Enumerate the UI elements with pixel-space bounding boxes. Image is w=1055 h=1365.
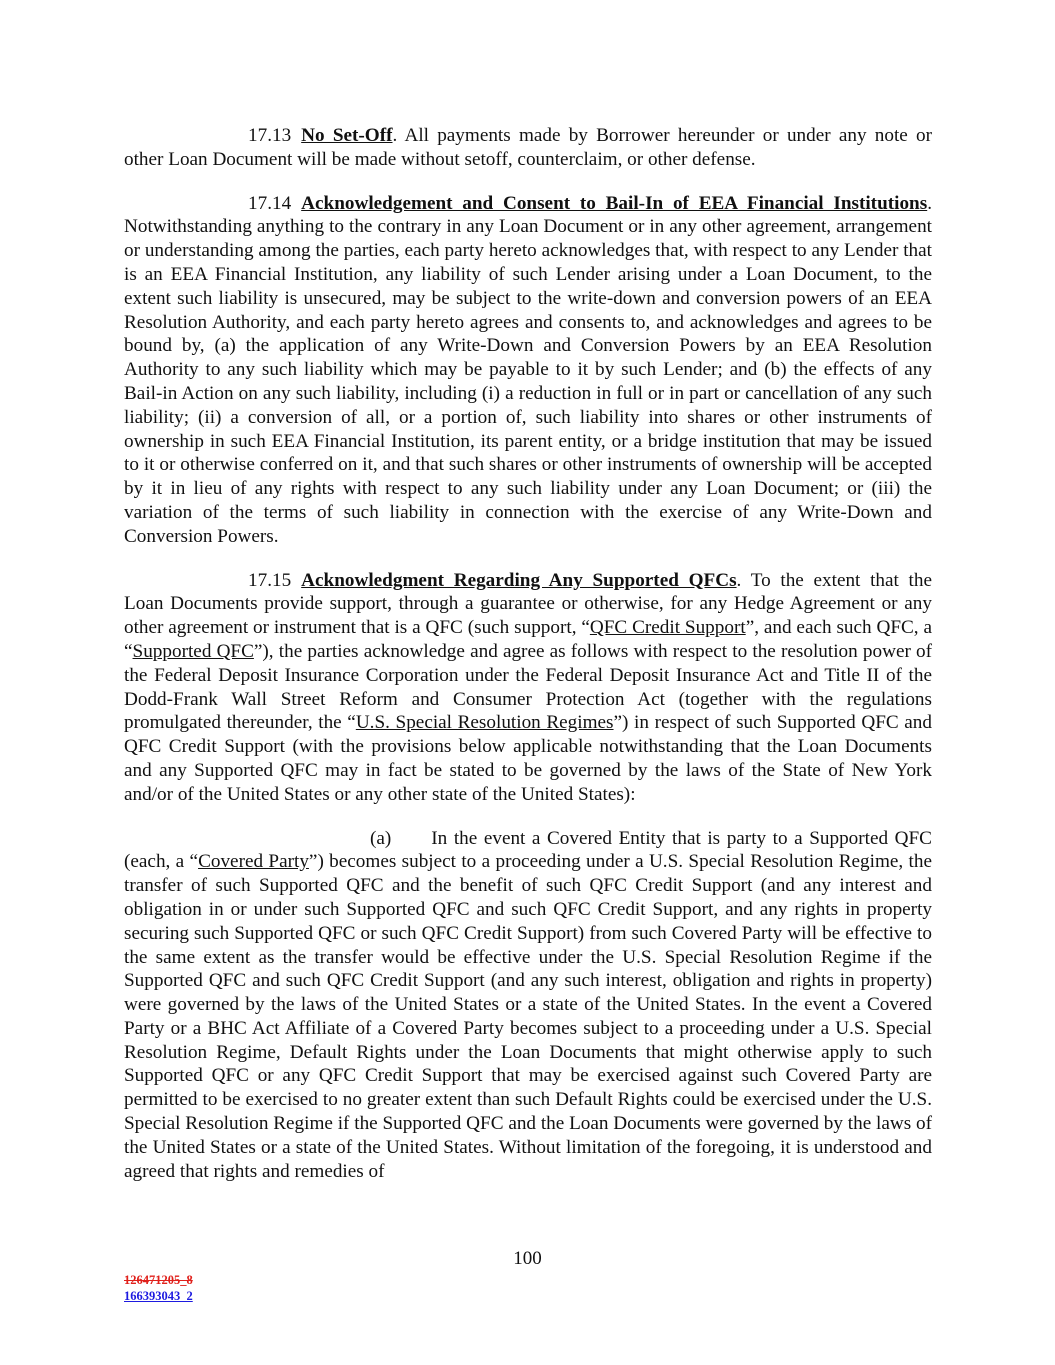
document-body — [124, 124, 932, 1203]
section-text: . All payments made by Borrower hereunder or under any note or other Loan Document will be made without setoff, counterclaim, or other defense. — [124, 125, 933, 170]
section-text: In the event a Covered Entity that is party to a Supported QFC (each, a “ — [124, 827, 932, 873]
subsection-number: (a) — [370, 827, 392, 849]
defined-term: Supported QFC — [132, 640, 254, 662]
section-number: 17.14 — [248, 192, 292, 214]
defined-term: U.S. Special Resolution Regimes — [355, 712, 614, 734]
document-id-block — [124, 1272, 193, 1304]
section-17-15 — [124, 569, 932, 807]
deleted-document-id: 126471205_8 — [124, 1273, 193, 1287]
subsection-a — [124, 827, 932, 1184]
section-number: 17.15 — [248, 569, 292, 591]
section-heading: Acknowledgment Regarding Any Supported QFCs — [301, 569, 737, 591]
page-number: 100 — [513, 1248, 542, 1269]
section-17-13 — [124, 124, 932, 172]
section-heading: No Set-Off — [301, 125, 393, 146]
section-text: ”) becomes subject to a proceeding under a U.S. Special Resolution Regime, the transfer of such Supported QFC and the benefit of such QFC Credit Support (and any interest and obligation in or under such Supported QFC and such QFC Credit Support, and any rights in property securing such Supported QFC or such QFC Credit Support) from such Covered Party will be effective to the same extent as the transfer would be effective under the U.S. Special Resolution Regime if the Supported QFC and such QFC Credit Support (and any such interest, obligation and rights in property) were governed by the laws of the United States or a state of the United States. In the event a Covered Party or a BHC Act Affiliate of a Covered Party becomes subject to a proceeding under a U.S. Special Resolution Regime, Default Rights under the Loan Documents that might otherwise apply to such Supported QFC or any QFC Credit Support that may be exercised against such Covered Party are permitted to be exercised to no greater extent than such Default Rights could be exercised under the U.S. Special Resolution Regime if the Supported QFC and the Loan Documents were governed by the laws of the United States or a state of the United States. Without limitation of the foregoing, it is understood and agreed that rights and remedies of — [124, 851, 932, 1182]
defined-term: QFC Credit Support — [589, 617, 746, 639]
section-number: 17.13 — [248, 125, 292, 146]
section-text: ”, and each such QFC, a “ — [124, 617, 932, 662]
section-text: ”), the parties acknowledge and agree as follows with respect to the resolution power of the Federal Deposit Insurance Corporation under the Federal Deposit Insurance Act and Title II of the Dodd-Frank Wall Street Reform and Consumer Protection Act (together with the regulations promulgated thereunder, the “ — [124, 640, 932, 734]
section-text: . Notwithstanding anything to the contrary in any Loan Document or in any other agreement, arrangement or understanding among the parties, each party hereto acknowledges that, with respect to any Lender that is an EEA Financial Institution, any liability of such Lender arising under a Loan Document, to the extent such liability is unsecured, may be subject to the write-down and conversion powers of an EEA Resolution Authority, and each party hereto agrees and consents to, and acknowledges and agrees to be bound by, (a) the application of any Write-Down and Conversion Powers by an EEA Resolution Authority to any such liability which may be payable to it by such Lender; and (b) the effects of any Bail-in Action on any such liability, including (i) a reduction in full or in part or cancellation of any such liability; (ii) a conversion of all, or a portion of, such liability into shares or other instruments of ownership in such EEA Financial Institution, its parent entity, or a bridge institution that may be issued to it or otherwise conferred on it, and that such shares or other instruments of ownership will be accepted by it in lieu of any rights with respect to any such liability under any Loan Document; or (iii) the variation of the terms of such liability in connection with the exercise of any Write-Down and Conversion Powers. — [124, 192, 932, 547]
section-text: . To the extent that the Loan Documents provide support, through a guarantee or otherwise, for any Hedge Agreement or any other agreement or instrument that is a QFC (such support, “ — [124, 569, 932, 639]
section-heading: Acknowledgement and Consent to Bail-In of EEA Financial Institutions — [301, 192, 928, 214]
section-17-14 — [124, 192, 932, 549]
inserted-document-id: 166393043_2 — [124, 1289, 193, 1303]
defined-term: Covered Party — [198, 851, 309, 873]
section-text: ”) in respect of such Supported QFC and QFC Credit Support (with the provisions below applicable notwithstanding that the Loan Documents and any Supported QFC may in fact be stated to be governed by the laws of the State of New York and/or of the United States or any other state of the United States): — [124, 712, 932, 805]
